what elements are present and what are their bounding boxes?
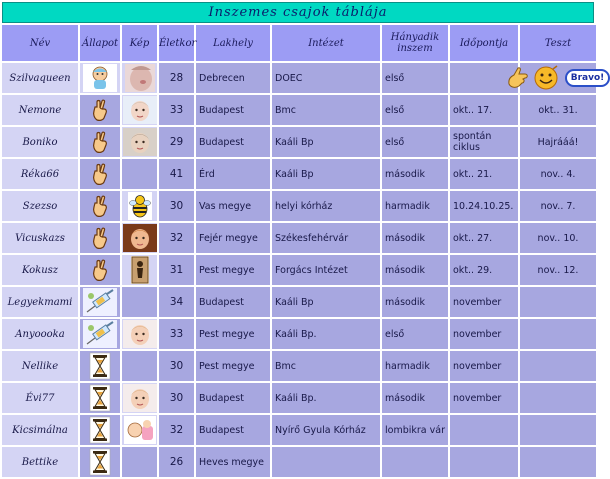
allapot-cell (79, 382, 121, 414)
date-cell: 10.24.10.25. (449, 190, 519, 222)
test-cell: nov.. 4. (519, 158, 597, 190)
test-cell: Hajrááá! (519, 126, 597, 158)
col-header-eletkor: Életkor (158, 24, 195, 62)
header-row (1, 24, 597, 62)
col-header-intezet: Intézet (271, 24, 381, 62)
kep-cell (121, 222, 158, 254)
institute-cell: Kaáli Bp. (271, 382, 381, 414)
member-name: Nemone (1, 94, 79, 126)
smiley-icon (533, 65, 559, 91)
fingers-crossed-icon (80, 130, 120, 154)
kep-cell (121, 286, 158, 318)
member-name: Anyoooka (1, 318, 79, 350)
city-cell: Fejér megye (195, 222, 271, 254)
toddler-photo (122, 320, 157, 348)
bravo-badge: Bravo! (565, 69, 610, 87)
age-cell: 28 (158, 62, 195, 94)
col-header-idopontja: Időpontja (449, 24, 519, 62)
age-cell: 26 (158, 446, 195, 478)
hourglass-icon (80, 384, 120, 412)
fingers-crossed-icon (80, 194, 120, 218)
attempt-cell: első (381, 62, 449, 94)
allapot-cell (79, 350, 121, 382)
baby-icon (80, 64, 120, 92)
institute-cell: helyi kórház (271, 190, 381, 222)
age-cell: 29 (158, 126, 195, 158)
date-cell: okt.. 17. (449, 94, 519, 126)
allapot-cell (79, 254, 121, 286)
allapot-cell (79, 222, 121, 254)
test-cell: nov.. 12. (519, 254, 597, 286)
age-cell: 30 (158, 382, 195, 414)
allapot-cell (79, 62, 121, 94)
col-header-kep: Kép (121, 24, 158, 62)
baby-sleep-photo (122, 128, 157, 156)
member-name: Kicsimálna (1, 414, 79, 446)
date-cell (449, 414, 519, 446)
age-cell: 41 (158, 158, 195, 190)
member-name: Nellike (1, 350, 79, 382)
col-header-teszt: Teszt (519, 24, 597, 62)
city-cell: Budapest (195, 382, 271, 414)
member-name: Szilvaqueen (1, 62, 79, 94)
baby-kiss-photo (122, 64, 157, 92)
member-name: Boniko (1, 126, 79, 158)
syringe-icon (80, 288, 120, 316)
date-cell: november (449, 350, 519, 382)
city-cell: Heves megye (195, 446, 271, 478)
institute-cell: DOEC (271, 62, 381, 94)
col-header-lakhely: Lakhely (195, 24, 271, 62)
city-cell: Budapest (195, 286, 271, 318)
age-cell: 30 (158, 350, 195, 382)
kep-cell (121, 158, 158, 190)
institute-cell: Bmc (271, 94, 381, 126)
table-row (1, 222, 597, 254)
test-cell (519, 318, 597, 350)
allapot-cell (79, 446, 121, 478)
date-cell: okt.. 27. (449, 222, 519, 254)
table-row (1, 254, 597, 286)
allapot-cell (79, 414, 121, 446)
allapot-cell (79, 190, 121, 222)
member-name: Évi77 (1, 382, 79, 414)
test-celebration (520, 65, 605, 91)
date-cell: okt.. 29. (449, 254, 519, 286)
age-cell: 30 (158, 190, 195, 222)
test-cell (519, 382, 597, 414)
kep-cell (121, 414, 158, 446)
institute-cell: Kaáli Bp (271, 286, 381, 318)
allapot-cell (79, 286, 121, 318)
date-cell: november (449, 286, 519, 318)
date-cell (449, 446, 519, 478)
fingers-crossed-icon (80, 226, 120, 250)
table-row (1, 286, 597, 318)
fingers-crossed-icon (80, 258, 120, 282)
city-cell: Pest megye (195, 350, 271, 382)
syringe-icon (80, 320, 120, 348)
table-row (1, 94, 597, 126)
kep-cell (121, 318, 158, 350)
table-row (1, 446, 597, 478)
city-cell: Vas megye (195, 190, 271, 222)
city-cell: Pest megye (195, 318, 271, 350)
age-cell: 33 (158, 94, 195, 126)
col-header-nev: Név (1, 24, 79, 62)
test-cell (519, 62, 605, 94)
test-cell: nov.. 10. (519, 222, 597, 254)
age-cell: 32 (158, 222, 195, 254)
test-cell (519, 446, 597, 478)
attempt-cell (381, 446, 449, 478)
date-cell: spontán ciklus (449, 126, 519, 158)
member-name: Legyekmami (1, 286, 79, 318)
hourglass-icon (80, 448, 120, 476)
col-header-allapot: Állapot (79, 24, 121, 62)
institute-cell: Székesfehérvár (271, 222, 381, 254)
allapot-cell (79, 94, 121, 126)
attempt-cell: második (381, 222, 449, 254)
test-cell: okt.. 31. (519, 94, 597, 126)
bee-icon (122, 192, 157, 220)
institute-cell: Kaáli Bp (271, 158, 381, 190)
city-cell: Budapest (195, 94, 271, 126)
table-row (1, 350, 597, 382)
attempt-cell: második (381, 158, 449, 190)
kep-cell (121, 126, 158, 158)
city-cell: Debrecen (195, 62, 271, 94)
table-row (1, 318, 597, 350)
members-table (0, 23, 605, 479)
attempt-cell: első (381, 318, 449, 350)
attempt-cell: második (381, 286, 449, 318)
table-row (1, 190, 597, 222)
city-cell: Érd (195, 158, 271, 190)
city-cell: Budapest (195, 414, 271, 446)
kep-cell (121, 190, 158, 222)
fingers-crossed-icon (80, 98, 120, 122)
attempt-cell: második (381, 382, 449, 414)
baby-cartoon-picture (122, 416, 157, 444)
kep-cell (121, 382, 158, 414)
child-face-photo (122, 224, 157, 252)
member-name: Réka66 (1, 158, 79, 190)
test-cell: nov.. 7. (519, 190, 597, 222)
fingers-crossed-icon (80, 162, 120, 186)
figure-picture (122, 256, 157, 284)
attempt-cell: harmadik (381, 190, 449, 222)
institute-cell: Kaáli Bp. (271, 318, 381, 350)
institute-cell: Nyírő Gyula Kórház (271, 414, 381, 446)
city-cell: Budapest (195, 126, 271, 158)
age-cell: 32 (158, 414, 195, 446)
attempt-cell: első (381, 94, 449, 126)
age-cell: 31 (158, 254, 195, 286)
test-cell (519, 414, 597, 446)
city-cell: Pest megye (195, 254, 271, 286)
kep-cell (121, 254, 158, 286)
allapot-cell (79, 126, 121, 158)
member-name: Szezso (1, 190, 79, 222)
institute-cell (271, 446, 381, 478)
date-cell: okt.. 21. (449, 158, 519, 190)
member-name: Vicuskazs (1, 222, 79, 254)
attempt-cell: első (381, 126, 449, 158)
table-row (1, 62, 597, 94)
allapot-cell (79, 318, 121, 350)
institute-cell: Bmc (271, 350, 381, 382)
member-name: Bettike (1, 446, 79, 478)
kep-cell (121, 94, 158, 126)
col-header-hanyadik: Hányadik inszem (381, 24, 449, 62)
kep-cell (121, 62, 158, 94)
member-name: Kokusz (1, 254, 79, 286)
table-row (1, 158, 597, 190)
table-row (1, 126, 597, 158)
table-title: Inszemes csajok táblája (2, 2, 594, 23)
test-cell (519, 286, 597, 318)
institute-cell: Kaáli Bp (271, 126, 381, 158)
age-cell: 33 (158, 318, 195, 350)
hourglass-icon (80, 416, 120, 444)
table-row (1, 382, 597, 414)
baby-face-photo (122, 96, 157, 124)
table-row (1, 414, 597, 446)
attempt-cell: lombikra vár (381, 414, 449, 446)
thumbs-up-icon (506, 66, 530, 90)
date-cell: november (449, 382, 519, 414)
attempt-cell: második (381, 254, 449, 286)
kep-cell (121, 446, 158, 478)
age-cell: 34 (158, 286, 195, 318)
institute-cell: Forgács Intézet (271, 254, 381, 286)
date-cell: november (449, 318, 519, 350)
toddler-photo (122, 384, 157, 412)
allapot-cell (79, 158, 121, 190)
test-cell (519, 350, 597, 382)
hourglass-icon (80, 352, 120, 380)
attempt-cell: harmadik (381, 350, 449, 382)
kep-cell (121, 350, 158, 382)
